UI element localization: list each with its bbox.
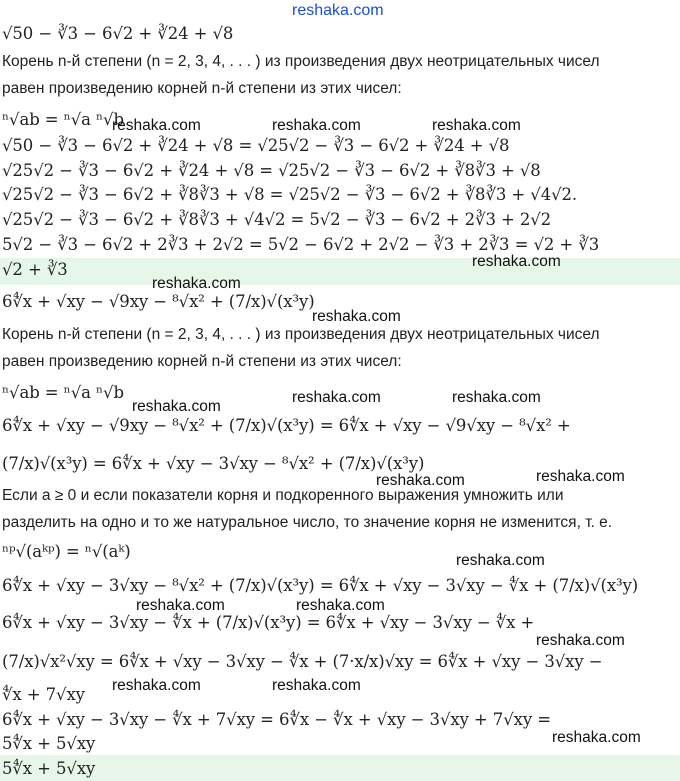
problem2-step-b5: 6∜x + √xy − 3√xy − ∜x + 7√xy = 6∜x − ∜x + √xy − 3√xy + 7√xy = bbox=[2, 710, 551, 729]
problem1-step-2: √25√2 − ∛3 − 6√2 + ∛24 + √8 = √25√2 − ∛3 − 6√2 + ∛8∛3 + √8 bbox=[2, 161, 541, 180]
problem1-step-3: √25√2 − ∛3 − 6√2 + ∛8∛3 + √8 = √25√2 − ∛3 − 6√2 + ∛8∛3 + √4√2. bbox=[2, 185, 578, 204]
watermark[interactable]: reshaka.com bbox=[452, 389, 541, 406]
problem2-step-a2: (7/x)√(x³y) = 6∜x + √xy − 3√xy − ⁸√x² + (7/x)√(x³y) bbox=[2, 454, 425, 473]
problem2-step-b6: 5∜x + 5√xy bbox=[2, 734, 96, 753]
watermark[interactable]: reshaka.com bbox=[272, 117, 361, 134]
watermark[interactable]: reshaka.com bbox=[272, 677, 361, 694]
problem1-rule-line1: Корень n-й степени (n = 2, 3, 4, . . . ) из произведения двух неотрицательных чисел bbox=[2, 53, 600, 70]
problem2-expression: 6∜x + √xy − √9xy − ⁸√x² + (7/x)√(x³y) bbox=[2, 292, 315, 311]
problem2-rule2-line1: Если a ≥ 0 и если показатели корня и подкоренного выражения умножить или bbox=[2, 487, 564, 504]
watermark[interactable]: reshaka.com bbox=[536, 632, 625, 649]
watermark[interactable]: reshaka.com bbox=[136, 597, 225, 614]
answer-highlight-2 bbox=[0, 755, 680, 781]
problem2-answer: 5∜x + 5√xy bbox=[2, 759, 96, 778]
watermark[interactable]: reshaka.com bbox=[456, 552, 545, 569]
watermark[interactable]: reshaka.com bbox=[292, 389, 381, 406]
answer-highlight-1 bbox=[0, 258, 680, 285]
watermark[interactable]: reshaka.com bbox=[112, 677, 201, 694]
problem2-step-b4: ∜x + 7√xy bbox=[2, 685, 85, 704]
watermark[interactable]: reshaka.com bbox=[432, 117, 521, 134]
watermark[interactable]: reshaka.com bbox=[296, 597, 385, 614]
problem2-formula2: ⁿᵖ√(aᵏᵖ) = ⁿ√(aᵏ) bbox=[2, 542, 131, 561]
problem1-answer: √2 + ∛3 bbox=[2, 260, 68, 279]
problem2-formula: ⁿ√ab = ⁿ√a ⁿ√b bbox=[2, 383, 124, 402]
watermark[interactable]: reshaka.com bbox=[472, 253, 561, 270]
problem1-rule-line2: равен произведению корней n-й степени из этих чисел: bbox=[2, 80, 402, 97]
watermark[interactable]: reshaka.com bbox=[552, 729, 641, 746]
watermark-top[interactable]: reshaka.com bbox=[292, 2, 384, 19]
problem1-expression: √50 − ∛3 − 6√2 + ∛24 + √8 bbox=[2, 24, 234, 43]
problem1-step-4: √25√2 − ∛3 − 6√2 + ∛8∛3 + √4√2 = 5√2 − ∛3 − 6√2 + 2∛3 + 2√2 bbox=[2, 210, 552, 229]
watermark[interactable]: reshaka.com bbox=[536, 468, 625, 485]
problem2-step-b3: (7/x)√x²√xy = 6∜x + √xy − 3√xy − ∜x + (7·x/x)√xy = 6∜x + √xy − 3√xy − bbox=[2, 652, 603, 671]
watermark[interactable]: reshaka.com bbox=[152, 275, 241, 292]
problem2-step-b2: 6∜x + √xy − 3√xy − ∜x + (7/x)√(x³y) = 6∜x + √xy − 3√xy − ∜x + bbox=[2, 613, 535, 632]
problem1-formula: ⁿ√ab = ⁿ√a ⁿ√b bbox=[2, 110, 124, 129]
problem2-step-a1: 6∜x + √xy − √9xy − ⁸√x² + (7/x)√(x³y) = 6∜x + √xy − √9√xy − ⁸√x² + bbox=[2, 416, 571, 435]
problem2-step-b1: 6∜x + √xy − 3√xy − ⁸√x² + (7/x)√(x³y) = 6∜x + √xy − 3√xy − ∜x + (7/x)√(x³y) bbox=[2, 576, 639, 595]
watermark[interactable]: reshaka.com bbox=[376, 472, 465, 489]
watermark[interactable]: reshaka.com bbox=[312, 308, 401, 325]
problem2-rule2-line2: разделить на одно и то же натуральное число, то значение корня не изменится, т. е. bbox=[2, 514, 613, 531]
watermark[interactable]: reshaka.com bbox=[112, 117, 201, 134]
problem2-rule-line1: Корень n-й степени (n = 2, 3, 4, . . . ) из произведения двух неотрицательных чисел bbox=[2, 326, 600, 343]
problem1-step-5: 5√2 − ∛3 − 6√2 + 2∛3 + 2√2 = 5√2 − 6√2 + 2√2 − ∛3 + 2∛3 = √2 + ∛3 bbox=[2, 235, 600, 254]
problem1-step-1: √50 − ∛3 − 6√2 + ∛24 + √8 = √25√2 − ∛3 − 6√2 + ∛24 + √8 bbox=[2, 136, 510, 155]
problem2-rule-line2: равен произведению корней n-й степени из этих чисел: bbox=[2, 353, 402, 370]
watermark[interactable]: reshaka.com bbox=[132, 398, 221, 415]
